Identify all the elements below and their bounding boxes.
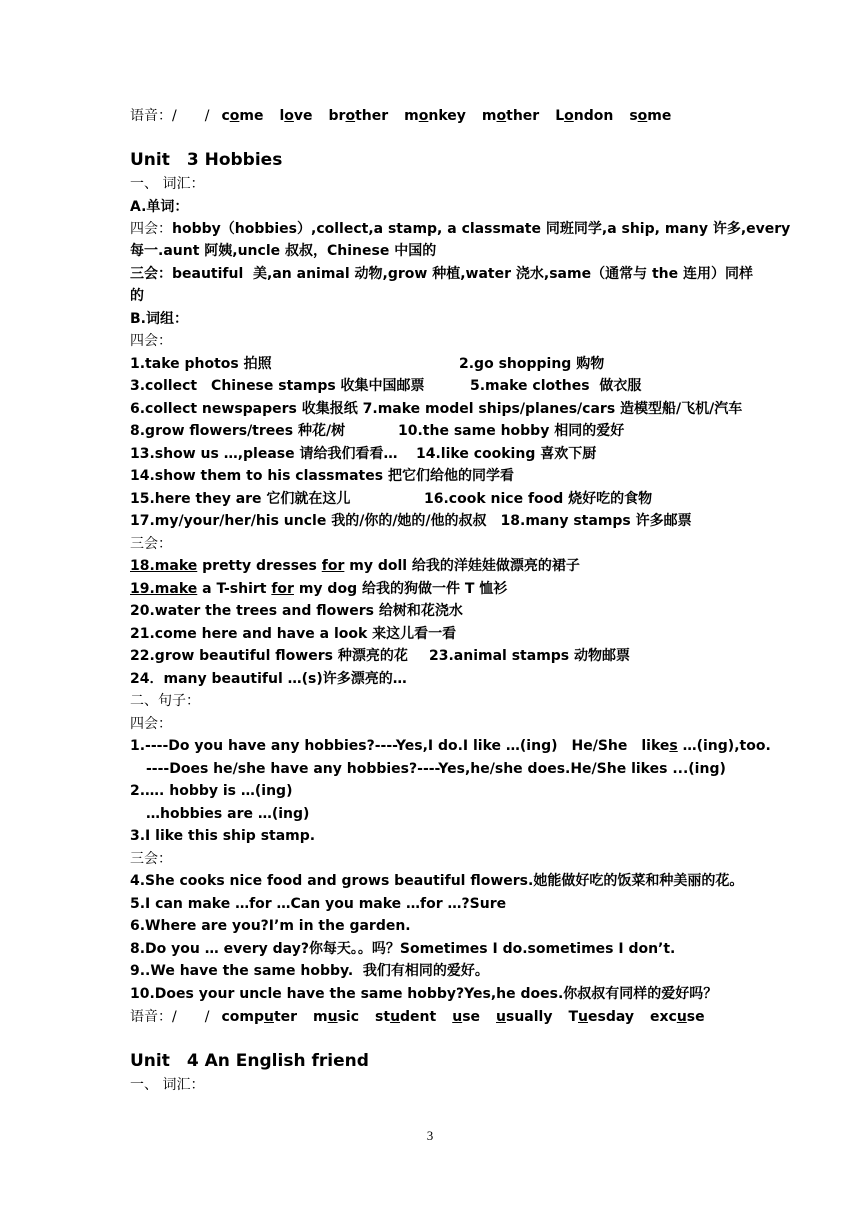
sentence-10: 10.Does your uncle have the same hobby?Yes,he does.你叔叔有同样的爱好吗？: [130, 986, 718, 1002]
four-words-line-2: 每一.aunt 阿姨,uncle 叔叔，Chinese 中国的: [130, 243, 437, 259]
phrase-8: 8.grow flowers/trees 种花/树: [130, 423, 346, 439]
phonetic-word: brother: [328, 108, 389, 124]
sentence-8: 8.Do you … every day?你每天。。吗？Sometimes I do.sometimes I don’t.: [130, 941, 676, 957]
phonetic-word: use: [452, 1009, 481, 1025]
unit3-title: Unit 3 Hobbies: [130, 150, 283, 170]
phonetic-word: computer: [221, 1009, 298, 1025]
three-words-line-1: 三会：beautiful 美,an animal 动物,grow 种植,water 浇水,same（通常与 the 连用）同样: [130, 266, 753, 282]
phonetics-line-bottom: [130, 1007, 721, 1027]
sentence-1a-text: 1.----Do you have any hobbies?----Yes,I do.I like …(ing) He/She like: [130, 738, 670, 754]
phrase-22: 22.grow beautiful flowers 种漂亮的花: [130, 648, 408, 664]
phonetic-word: mother: [481, 108, 540, 124]
four-label: 四会：: [130, 221, 172, 237]
four-words-text-1: hobby（hobbies）,collect,a stamp, a classmate 同班同学,a ship, many 许多,every: [172, 221, 791, 237]
phonetic-word: usually: [496, 1009, 553, 1025]
phrase-21: 21.come here and have a look 来这儿看一看: [130, 626, 457, 642]
unit4-title: Unit 4 An English friend: [130, 1051, 369, 1071]
phonetics-label: 语音：/ /: [130, 108, 210, 124]
vocab-heading: 一、 词汇：: [130, 1077, 205, 1093]
sentence-3: 3.I like this ship stamp.: [130, 828, 316, 844]
sentences-heading: 二、句子：: [130, 693, 200, 709]
phrase-6: 6.collect newspapers 收集报纸 7.make model ships/planes/cars 造模型船/飞机/汽车: [130, 401, 743, 417]
three-label: 三会：: [130, 536, 172, 552]
phrase-2: 2.go shopping 购物: [459, 356, 605, 372]
phrase-23: 23.animal stamps 动物邮票: [429, 648, 631, 664]
sentence-2a: 2.…. hobby is …(ing): [130, 783, 293, 799]
phrase-19-for: for: [271, 581, 294, 597]
phrases-subheading: B.词组：: [130, 311, 188, 327]
sentence-9: 9..We have the same hobby. 我们有相同的爱好。: [130, 963, 489, 979]
page-number: 3: [426, 1128, 434, 1143]
sentence-1a: [130, 736, 771, 756]
phrase-20: 20.water the trees and flowers 给树和花浇水: [130, 603, 463, 619]
phrase-19-end: my dog 给我的狗做一件 T 恤衫: [293, 581, 508, 597]
sentence-1b: ----Does he/she have any hobbies?----Yes,he/she does.He/She likes ...(ing): [146, 761, 726, 777]
sentence-1a-end: …(ing),too.: [677, 738, 771, 754]
phrase-17: 17.my/your/her/his uncle 我的/你的/她的/他的叔叔 18.many stamps 许多邮票: [130, 513, 692, 529]
phrase-5: 5.make clothes 做衣服: [470, 378, 642, 394]
phonetic-word: excuse: [650, 1009, 705, 1025]
phonetic-word: come: [221, 108, 264, 124]
phrase-16: 16.cook nice food 烧好吃的食物: [424, 491, 653, 507]
phrase-24: 24．many beautiful …(s)许多漂亮的…: [130, 671, 407, 687]
phrase-14b: 14.show them to his classmates 把它们给他的同学看: [130, 468, 514, 484]
phrase-14a: 14.like cooking 喜欢下厨: [416, 446, 597, 462]
phonetic-word: love: [279, 108, 313, 124]
sentence-2b: …hobbies are …(ing): [146, 806, 310, 822]
sentence-1a-underline: s: [669, 738, 678, 754]
phonetic-word: London: [555, 108, 614, 124]
phonetic-word: student: [375, 1009, 437, 1025]
sentence-5: 5.I can make …for …Can you make …for …?Sure: [130, 896, 507, 912]
phonetic-word: monkey: [404, 108, 466, 124]
three-label: 三会：: [130, 851, 172, 867]
phonetic-word: some: [629, 108, 672, 124]
phonetics-line-top: [130, 106, 687, 126]
phonetic-word: music: [313, 1009, 360, 1025]
phrase-18-for: for: [321, 558, 345, 574]
four-words-line-1: [130, 219, 790, 239]
phrase-18-verb: 18.make: [130, 558, 198, 574]
four-label: 四会：: [130, 333, 172, 349]
phonetic-word: Tuesday: [568, 1009, 634, 1025]
four-label: 四会：: [130, 716, 172, 732]
phrase-1: 1.take photos 拍照: [130, 356, 272, 372]
phrase-19: [130, 579, 507, 599]
phrase-19-mid: a T-shirt: [197, 581, 272, 597]
words-subheading: A.单词：: [130, 199, 189, 215]
phrase-18-mid: pretty dresses: [197, 558, 322, 574]
phrase-13: 13.show us …,please 请给我们看看…: [130, 446, 398, 462]
phrase-10: 10.the same hobby 相同的爱好: [398, 423, 625, 439]
vocab-heading: 一、 词汇：: [130, 176, 205, 192]
phrase-19-verb: 19.make: [130, 581, 198, 597]
sentence-6: 6.Where are you?I’m in the garden.: [130, 918, 411, 934]
sentence-4: 4.She cooks nice food and grows beautiful flowers.她能做好吃的饭菜和种美丽的花。: [130, 873, 744, 889]
phrase-15: 15.here they are 它们就在这儿: [130, 491, 351, 507]
phrase-18-end: my doll 给我的洋娃娃做漂亮的裙子: [344, 558, 580, 574]
phonetics-label: 语音：/ /: [130, 1009, 210, 1025]
phrase-3: 3.collect Chinese stamps 收集中国邮票: [130, 378, 425, 394]
phrase-18: [130, 556, 580, 576]
three-words-line-2: 的: [130, 288, 144, 304]
